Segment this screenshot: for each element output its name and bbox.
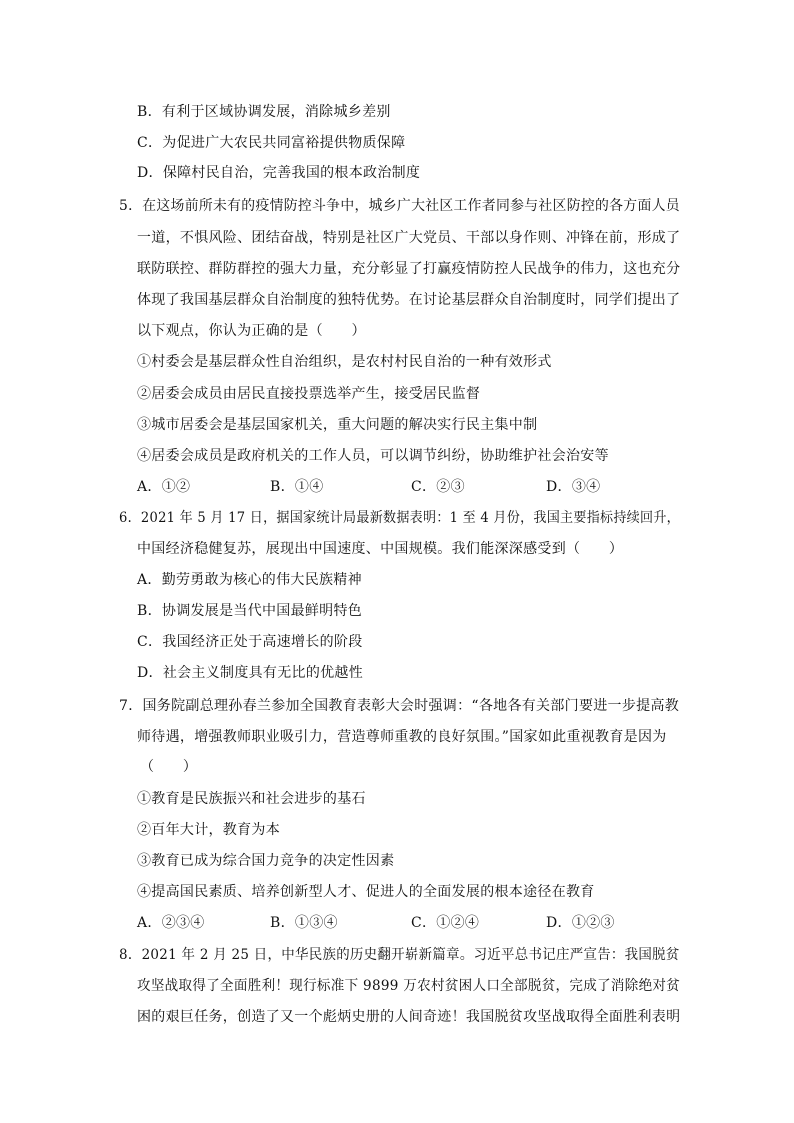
q5-option-d: D．③④ — [546, 479, 601, 495]
q5-stem-line-2: 一道，不惧风险、团结奋战，特别是社区广大党员、干部以身作则、冲锋在前，形成了 — [137, 230, 681, 246]
q5-statement-2: ②居委会成员由居民直接投票选举产生，接受居民监督 — [137, 386, 481, 402]
q5-option-c: C．②③ — [411, 479, 465, 495]
q5-stem-line-1: 5．在这场前所未有的疫情防控斗争中，城乡广大社区工作者同参与社区防控的各方面人员 — [119, 198, 680, 214]
q5-option-a: A．①② — [137, 479, 191, 495]
q6-option-a: A．勤劳勇敢为核心的伟大民族精神 — [137, 572, 362, 588]
q7-stem-line-3: （ ） — [140, 759, 198, 775]
q6-option-c: C．我国经济正处于高速增长的阶段 — [137, 634, 363, 650]
q7-option-b: B．①③④ — [270, 915, 338, 931]
q5-stem-line-5: 以下观点，你认为正确的是（ ） — [137, 323, 366, 339]
q4-option-d: D．保障村民自治，完善我国的根本政治制度 — [137, 165, 421, 181]
q7-option-a: A．②③④ — [137, 915, 205, 931]
q6-option-d: D．社会主义制度具有无比的优越性 — [137, 665, 364, 681]
q5-statement-3: ③城市居委会是基层国家机关，重大问题的解决实行民主集中制 — [137, 417, 538, 433]
q7-statement-4: ④提高国民素质、培养创新型人才、促进人的全面发展的根本途径在教育 — [137, 884, 595, 900]
q5-stem-line-3: 联防联控、群防群控的强大力量，充分彰显了打赢疫情防控人民战争的伟力，这也充分 — [137, 261, 681, 277]
q5-stem-line-4: 体现了我国基层群众自治制度的独特优势。在讨论基层群众自治制度时，同学们提出了 — [137, 292, 681, 308]
q7-statement-3: ③教育已成为综合国力竞争的决定性因素 — [137, 853, 395, 869]
q7-statement-1: ①教育是民族振兴和社会进步的基石 — [137, 791, 366, 807]
q5-statement-4: ④居委会成员是政府机关的工作人员，可以调节纠纷，协助维护社会治安等 — [137, 448, 609, 464]
q7-stem-line-2: 师待遇，增强教师职业吸引力，营造尊师重教的良好氛围。”国家如此重视教育是因为 — [137, 729, 667, 745]
q5-statement-1: ①村委会是基层群众性自治组织，是农村村民自治的一种有效形式 — [137, 354, 552, 370]
q8-stem-line-1: 8．2021 年 2 月 25 日，中华民族的历史翻开崭新篇章。习近平总书记庄严宣告：我国脱贫 — [119, 947, 680, 963]
q8-stem-line-2: 攻坚战取得了全面胜利！现行标准下 9899 万农村贫困人口全部脱贫，完成了消除绝对贫 — [137, 978, 681, 994]
q4-option-c: C．为促进广大农民共同富裕提供物质保障 — [137, 135, 406, 151]
q6-option-b: B．协调发展是当代中国最鲜明特色 — [137, 603, 363, 619]
q5-option-b: B．①④ — [270, 479, 324, 495]
q6-stem-line-2: 中国经济稳健复苏，展现出中国速度、中国规模。我们能深深感受到（ ） — [137, 541, 624, 557]
q7-statement-2: ②百年大计，教育为本 — [137, 822, 280, 838]
q7-option-d: D．①②③ — [546, 915, 615, 931]
q7-stem-line-1: 7．国务院副总理孙春兰参加全国教育表彰大会时强调：“各地各有关部门要进一步提高教 — [119, 698, 680, 714]
q4-option-b: B．有利于区域协调发展，消除城乡差别 — [137, 104, 391, 120]
q8-stem-line-3: 困的艰巨任务，创造了又一个彪炳史册的人间奇迹！我国脱贫攻坚战取得全面胜利表明 — [137, 1009, 681, 1025]
q7-option-c: C．①②④ — [411, 915, 480, 931]
q6-stem-line-1: 6．2021 年 5 月 17 日，据国家统计局最新数据表明：1 至 4 月份，我国主要指标持续回升， — [119, 510, 680, 526]
